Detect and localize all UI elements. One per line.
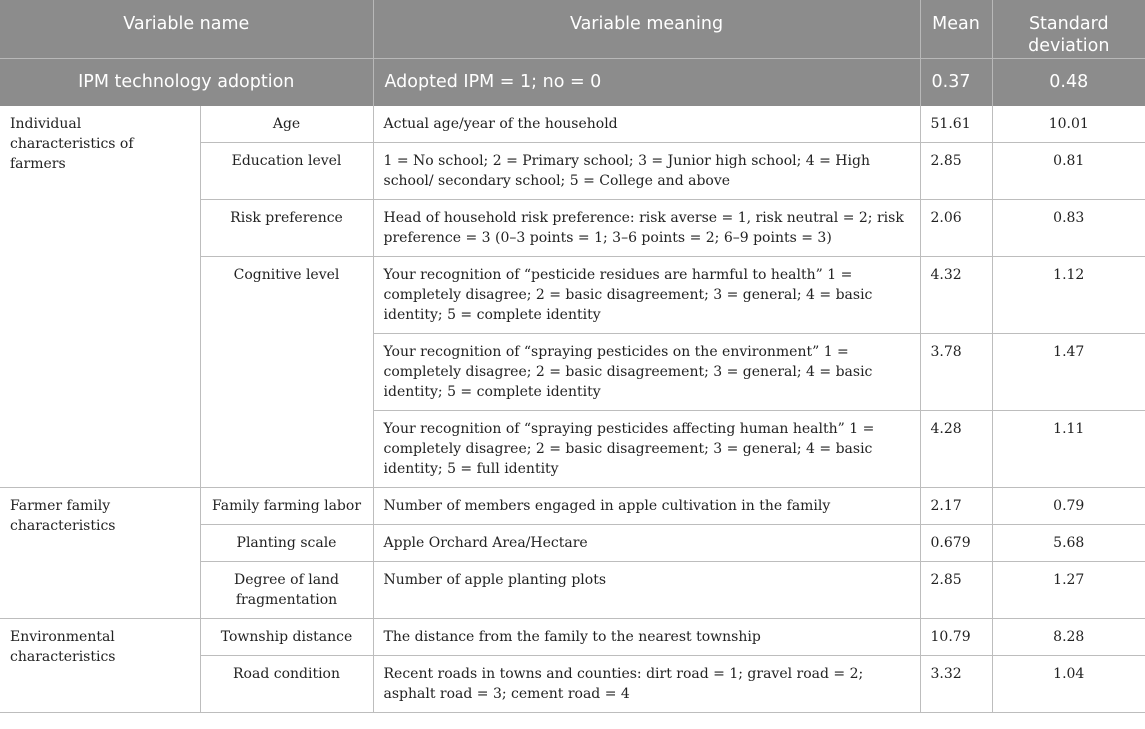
dependent-variable-row <box>0 58 1145 106</box>
group-label: Environmental characteristics <box>0 619 200 713</box>
variable-sd: 1.12 <box>992 257 1145 334</box>
variable-mean: 3.32 <box>920 656 992 713</box>
variable-sd: 1.47 <box>992 334 1145 411</box>
dependent-mean: 0.37 <box>920 58 992 106</box>
variable-subname: Planting scale <box>200 525 373 562</box>
dependent-meaning: Adopted IPM = 1; no = 0 <box>373 58 920 106</box>
variable-mean: 51.61 <box>920 106 992 143</box>
variable-subname: Education level <box>200 143 373 200</box>
variable-subname: Road condition <box>200 656 373 713</box>
dependent-name: IPM technology adoption <box>0 58 373 106</box>
dependent-sd: 0.48 <box>992 58 1145 106</box>
variable-meaning: Number of members engaged in apple cultivation in the family <box>373 488 920 525</box>
variable-mean: 2.06 <box>920 200 992 257</box>
variable-mean: 4.32 <box>920 257 992 334</box>
variable-mean: 3.78 <box>920 334 992 411</box>
variable-mean: 2.17 <box>920 488 992 525</box>
variable-subname: Degree of land fragmentation <box>200 562 373 619</box>
header-variable-name: Variable name <box>0 0 373 58</box>
variable-mean: 4.28 <box>920 411 992 488</box>
variable-sd: 10.01 <box>992 106 1145 143</box>
variable-sd: 0.81 <box>992 143 1145 200</box>
header-sd: Standard deviation <box>992 0 1145 58</box>
variable-meaning: 1 = No school; 2 = Primary school; 3 = Junior high school; 4 = High school/ secondary school; 5 = College and above <box>373 143 920 200</box>
header-row <box>0 0 1145 58</box>
variable-meaning: The distance from the family to the nearest township <box>373 619 920 656</box>
table-row <box>0 106 1145 143</box>
variable-meaning: Head of household risk preference: risk averse = 1, risk neutral = 2; risk preference = 3 (0–3 points = 1; 3–6 points = 2; 6–9 points = 3) <box>373 200 920 257</box>
variable-subname: Risk preference <box>200 200 373 257</box>
variable-meaning: Actual age/year of the household <box>373 106 920 143</box>
variable-meaning: Your recognition of “pesticide residues are harmful to health” 1 = completely disagree; 2 = basic disagreement; 3 = general; 4 = basic identity; 5 = complete identity <box>373 257 920 334</box>
variable-sd: 1.04 <box>992 656 1145 713</box>
table-row <box>0 488 1145 525</box>
header-variable-meaning: Variable meaning <box>373 0 920 58</box>
header-mean: Mean <box>920 0 992 58</box>
variable-meaning: Number of apple planting plots <box>373 562 920 619</box>
variable-mean: 0.679 <box>920 525 992 562</box>
variable-meaning: Your recognition of “spraying pesticides on the environment” 1 = completely disagree; 2 = basic disagreement; 3 = general; 4 = basic identity; 5 = complete identity <box>373 334 920 411</box>
variable-sd: 1.11 <box>992 411 1145 488</box>
variable-subname: Township distance <box>200 619 373 656</box>
variable-sd: 0.79 <box>992 488 1145 525</box>
group-label: Individual characteristics of farmers <box>0 106 200 488</box>
variable-mean: 2.85 <box>920 143 992 200</box>
table-row <box>0 619 1145 656</box>
variable-mean: 10.79 <box>920 619 992 656</box>
variable-sd: 5.68 <box>992 525 1145 562</box>
variable-sd: 1.27 <box>992 562 1145 619</box>
group-label: Farmer family characteristics <box>0 488 200 619</box>
variable-subname: Cognitive level <box>200 257 373 488</box>
variable-meaning: Your recognition of “spraying pesticides affecting human health” 1 = completely disagree; 2 = basic disagreement; 3 = general; 4 = basic identity; 5 = full identity <box>373 411 920 488</box>
variable-meaning: Apple Orchard Area/Hectare <box>373 525 920 562</box>
variable-subname: Family farming labor <box>200 488 373 525</box>
variable-meaning: Recent roads in towns and counties: dirt road = 1; gravel road = 2; asphalt road = 3; cement road = 4 <box>373 656 920 713</box>
variable-mean: 2.85 <box>920 562 992 619</box>
variable-sd: 8.28 <box>992 619 1145 656</box>
variable-subname: Age <box>200 106 373 143</box>
variable-sd: 0.83 <box>992 200 1145 257</box>
